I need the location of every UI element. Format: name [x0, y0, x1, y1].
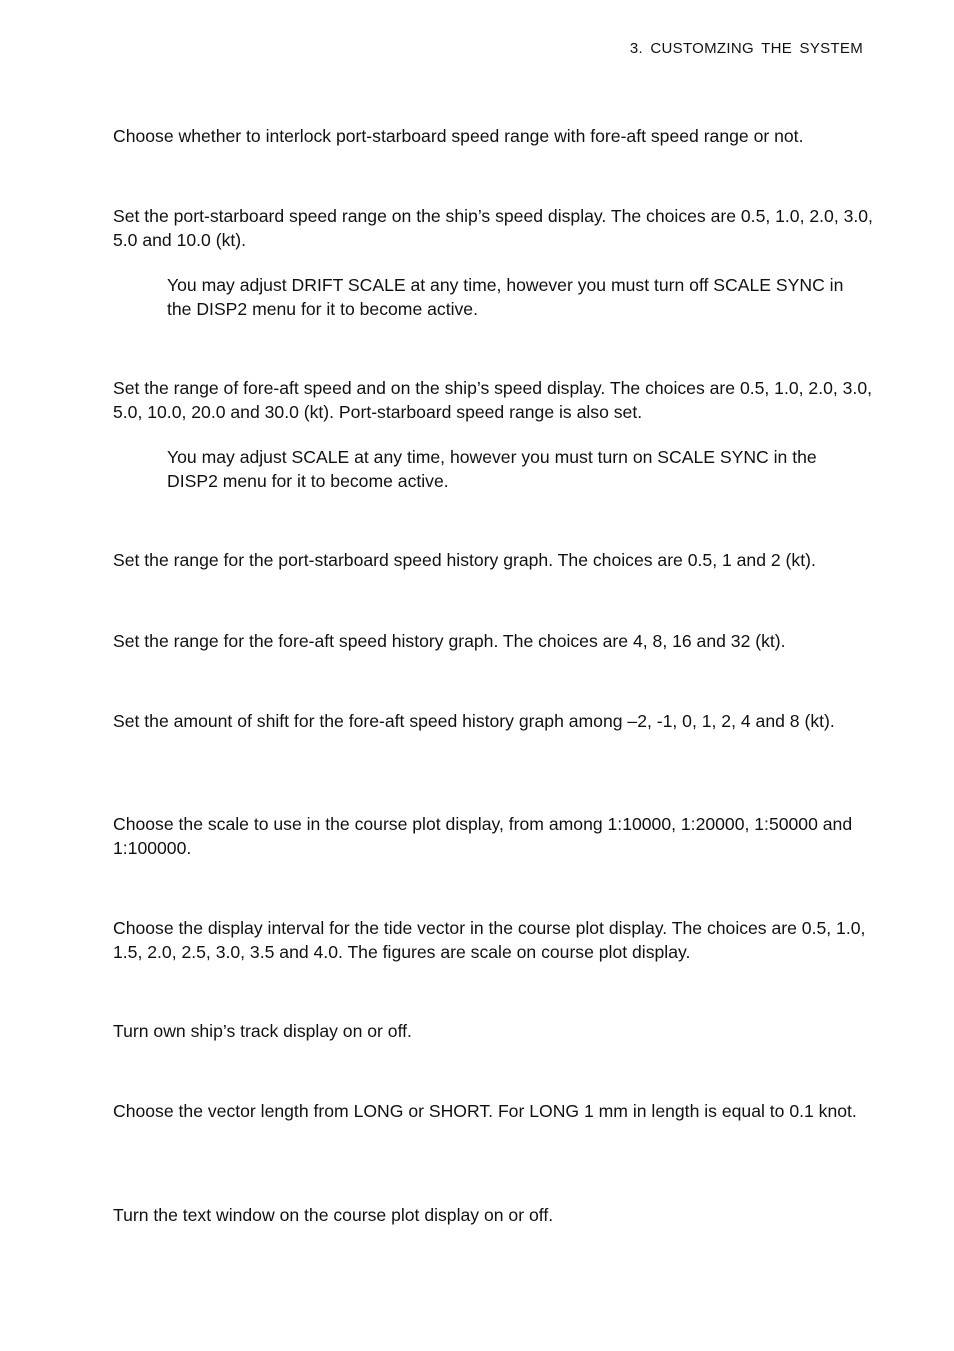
text-window-description: Turn the text window on the course plot display on or off. — [113, 1205, 554, 1225]
scale-note: You may adjust SCALE at any time, however you must turn on SCALE SYNC in the DISP2 menu for it to become active. — [167, 447, 817, 491]
history-shift-description: Set the amount of shift for the fore-aft speed history graph among –2, -1, 0, 1, 2, 4 and 8 (kt). — [113, 711, 835, 731]
drift-scale-description: Set the port-starboard speed range on the ship’s speed display. The choices are 0.5, 1.0, 2.0, 3.0, 5.0 and 10.0 (kt). — [113, 206, 873, 250]
drift-scale-note: You may adjust DRIFT SCALE at any time, however you must turn off SCALE SYNC in the DISP2 menu for it to become active. — [167, 275, 844, 319]
scale-description: Set the range of fore-aft speed and on the ship’s speed display. The choices are 0.5, 1.0, 2.0, 3.0, 5.0, 10.0, 20.0 and 30.0 (kt). Port-starboard speed range is also set. — [113, 378, 872, 422]
plot-scale-description: Choose the scale to use in the course plot display, from among 1:10000, 1:20000, 1:50000 and 1:100000. — [113, 814, 853, 858]
fore-aft-history-description: Set the range for the fore-aft speed history graph. The choices are 4, 8, 16 and 32 (kt). — [113, 631, 786, 651]
port-starboard-history-description: Set the range for the port-starboard speed history graph. The choices are 0.5, 1 and 2 (kt). — [113, 550, 816, 570]
page-header: 3. CUSTOMZING THE SYSTEM — [629, 40, 863, 57]
tide-vector-interval-description: Choose the display interval for the tide vector in the course plot display. The choices are 0.5, 1.0, 1.5, 2.0, 2.5, 3.0, 3.5 and 4.0. The figures are scale on course plot display. — [113, 918, 866, 962]
track-display-description: Turn own ship’s track display on or off. — [113, 1021, 412, 1041]
vector-length-description: Choose the vector length from LONG or SHORT. For LONG 1 mm in length is equal to 0.1 knot. — [113, 1101, 857, 1121]
interlock-description: Choose whether to interlock port-starboard speed range with fore-aft speed range or not. — [113, 126, 804, 146]
